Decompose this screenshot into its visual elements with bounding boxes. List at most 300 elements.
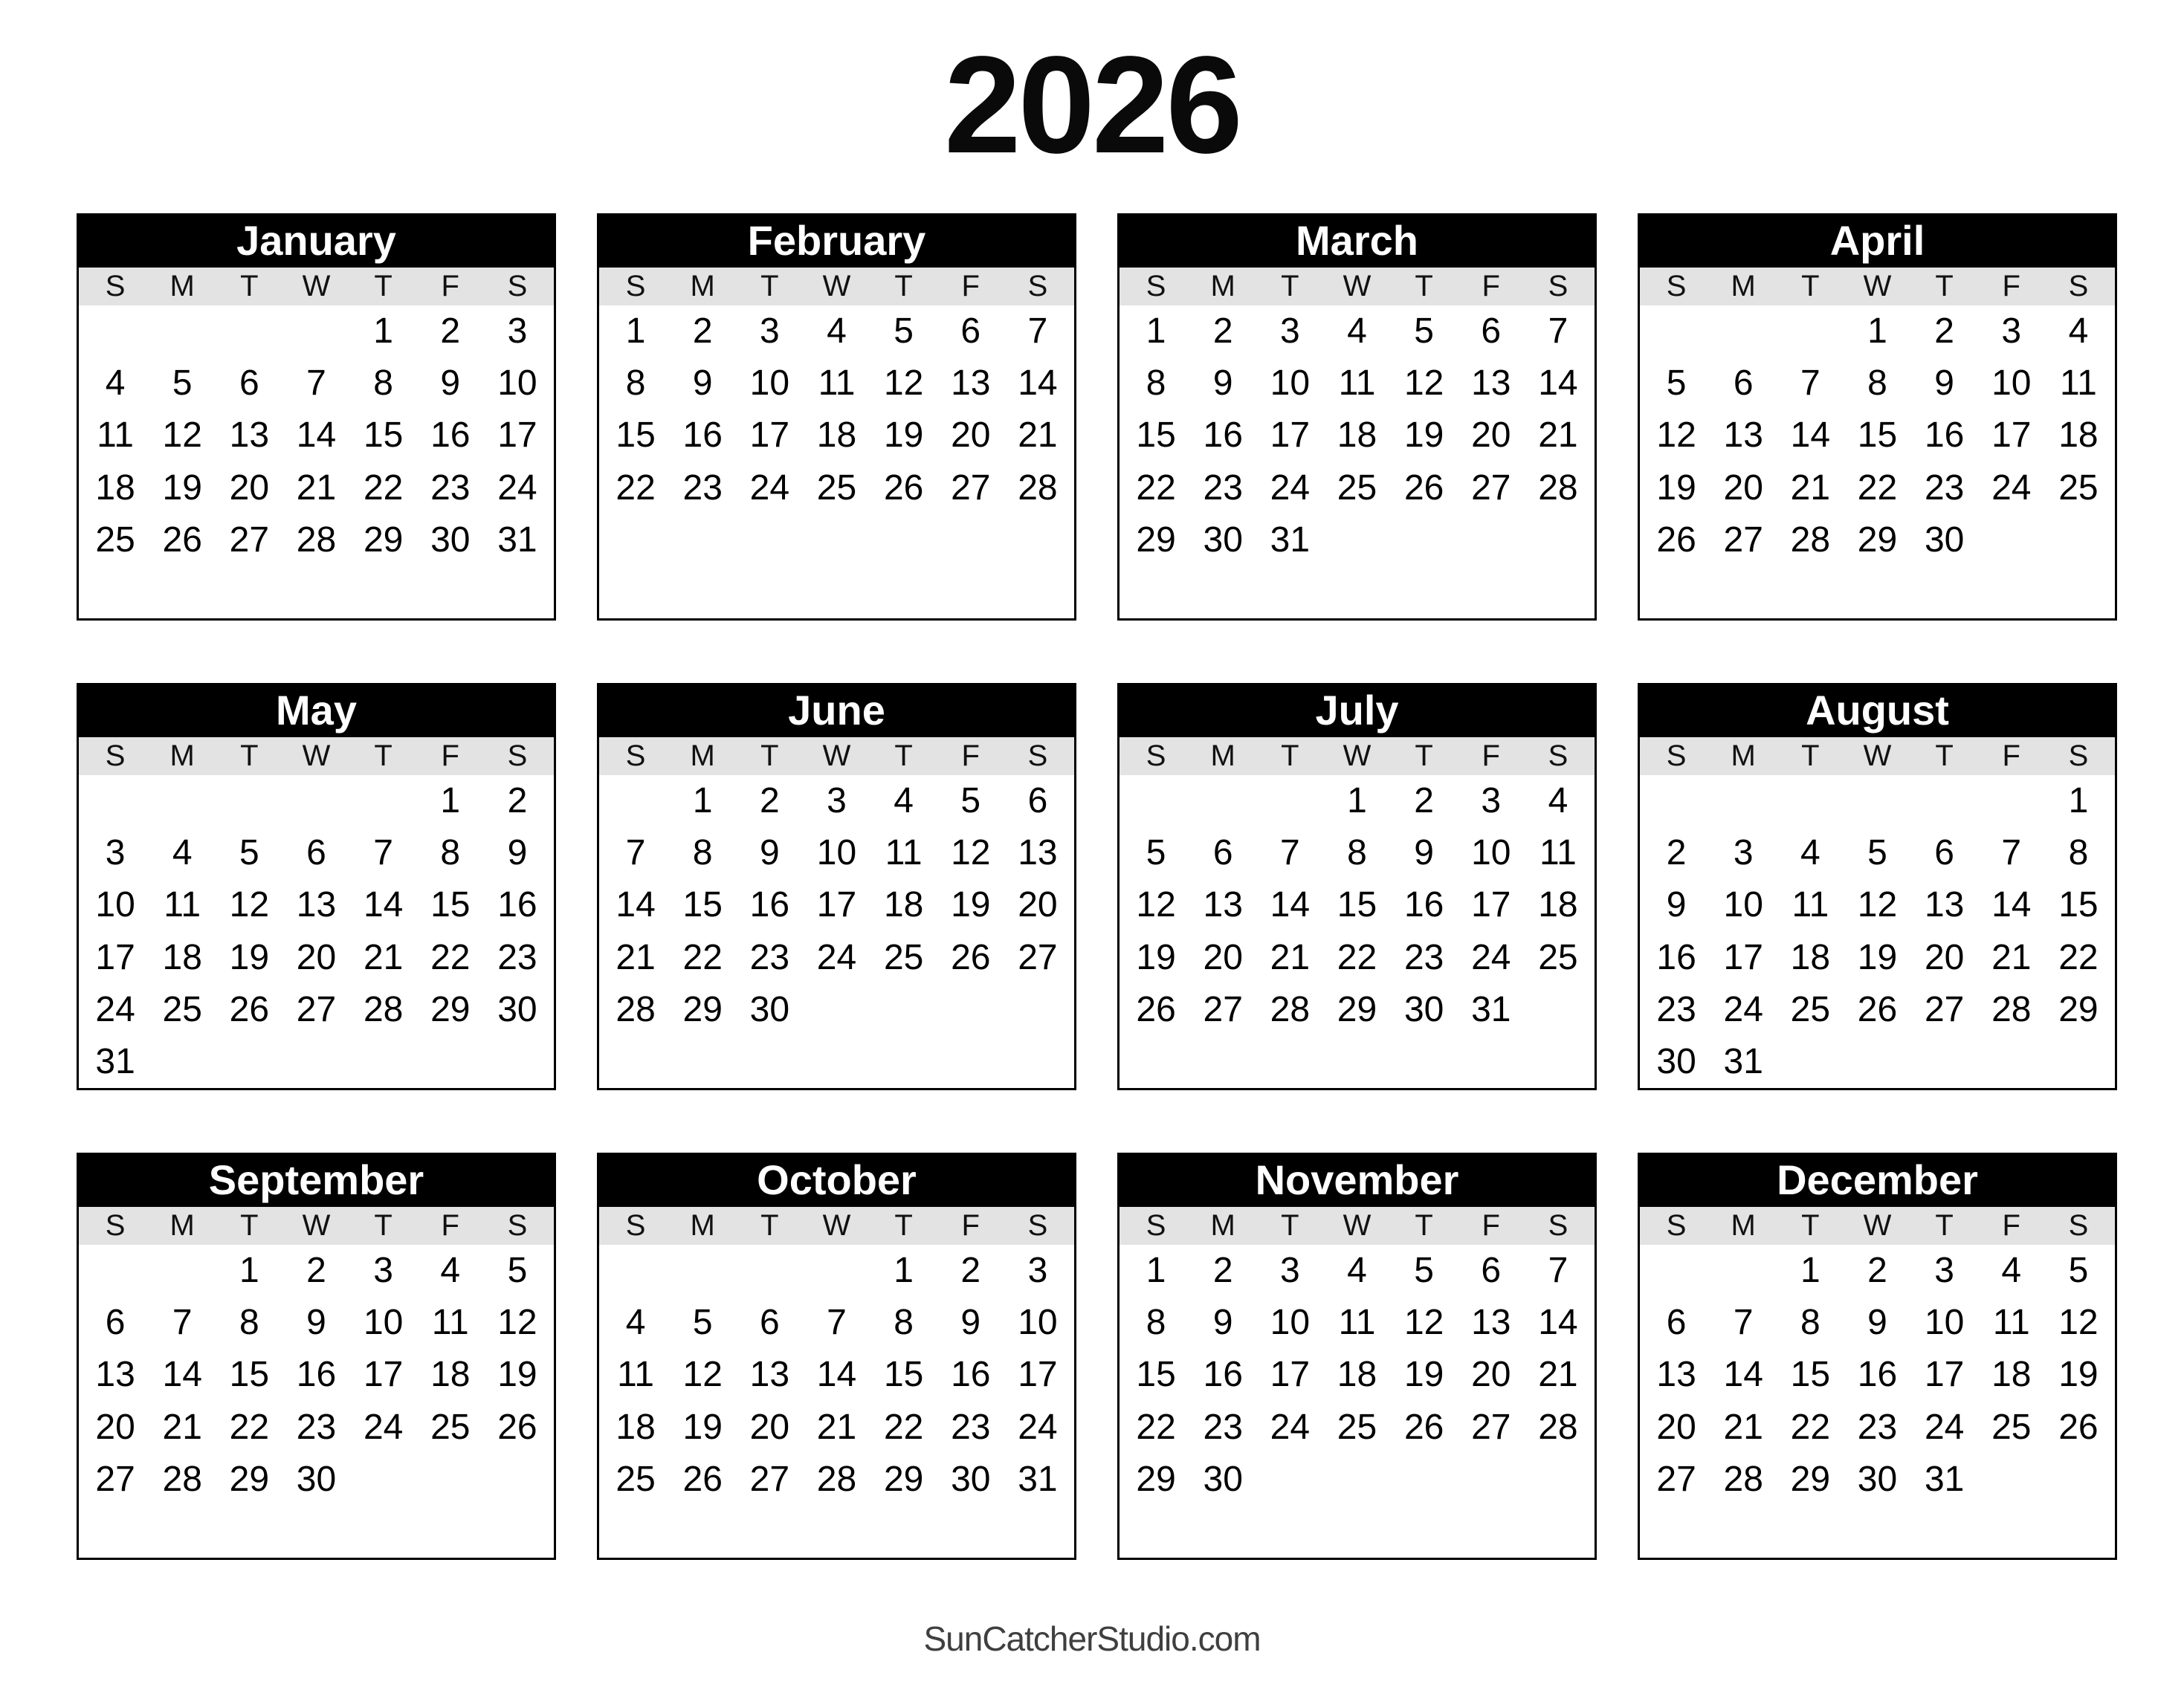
date-cell: 24	[1270, 1407, 1311, 1447]
weekday-label: F	[1482, 739, 1500, 772]
date-cell: 19	[1136, 937, 1176, 977]
date-cell: 26	[1403, 1407, 1444, 1447]
date-cell: 30	[1403, 989, 1444, 1029]
date-cell: 1	[239, 1251, 259, 1291]
date-cell: 4	[1800, 833, 1820, 873]
date-cell: 7	[306, 363, 326, 404]
weekday-label: T	[1415, 1209, 1433, 1242]
date-cell: 25	[162, 989, 202, 1029]
date-cell: 30	[951, 1459, 991, 1499]
date-grid	[599, 775, 1074, 1088]
date-cell: 24	[816, 937, 857, 977]
date-cell: 23	[497, 937, 537, 977]
month-title: March	[1120, 216, 1595, 268]
date-cell: 10	[816, 833, 857, 873]
date-cell: 8	[894, 1303, 914, 1343]
month-title: April	[1640, 216, 2115, 268]
date-cell: 15	[363, 415, 404, 456]
date-cell: 29	[1337, 989, 1377, 1029]
weekday-label: T	[1935, 1209, 1954, 1242]
date-cell: 14	[1723, 1355, 1763, 1395]
month-title: October	[599, 1155, 1074, 1207]
date-cell: 9	[507, 833, 528, 873]
weekday-label: S	[507, 1209, 528, 1242]
date-cell: 21	[1270, 937, 1311, 977]
date-cell: 18	[1538, 885, 1578, 925]
weekday-label: M	[1210, 739, 1235, 772]
date-cell: 8	[440, 833, 461, 873]
date-cell: 6	[105, 1303, 126, 1343]
date-cell: 5	[239, 833, 259, 873]
date-cell: 26	[1136, 989, 1176, 1029]
date-cell: 8	[1146, 1303, 1166, 1343]
date-cell: 19	[1857, 937, 1898, 977]
date-cell: 9	[1934, 363, 1954, 404]
year-title: 2026	[944, 27, 1240, 182]
date-cell: 23	[1857, 1407, 1898, 1447]
date-cell: 27	[1471, 467, 1511, 508]
date-cell: 26	[497, 1407, 537, 1447]
date-cell: 2	[1212, 1251, 1233, 1291]
date-cell: 2	[1414, 781, 1434, 821]
date-cell: 8	[625, 363, 646, 404]
date-cell: 7	[1548, 1251, 1568, 1291]
date-cell: 31	[95, 1041, 135, 1081]
date-cell: 21	[1538, 1355, 1578, 1395]
date-cell: 8	[1800, 1303, 1820, 1343]
month-may	[77, 683, 556, 1090]
weekday-label: M	[1731, 270, 1756, 302]
weekday-label: T	[1801, 270, 1820, 302]
weekday-header-row	[1640, 1207, 2115, 1245]
date-cell: 11	[1792, 885, 1829, 925]
month-january	[77, 213, 556, 621]
date-cell: 23	[430, 467, 471, 508]
date-cell: 19	[1403, 415, 1444, 456]
date-cell: 8	[239, 1303, 259, 1343]
date-cell: 28	[1270, 989, 1311, 1029]
date-cell: 24	[363, 1407, 404, 1447]
date-cell: 27	[1018, 937, 1058, 977]
date-cell: 31	[1924, 1459, 1965, 1499]
date-cell: 12	[1857, 885, 1898, 925]
date-cell: 23	[1203, 467, 1243, 508]
date-cell: 30	[1924, 519, 1965, 560]
month-title: February	[599, 216, 1074, 268]
weekday-label: T	[1281, 1209, 1299, 1242]
date-cell: 28	[616, 989, 656, 1029]
date-cell: 20	[229, 467, 270, 508]
date-cell: 24	[1924, 1407, 1965, 1447]
month-title: May	[79, 685, 554, 737]
date-cell: 22	[229, 1407, 270, 1447]
month-april	[1638, 213, 2117, 621]
date-cell: 8	[373, 363, 393, 404]
weekday-label: F	[441, 739, 459, 772]
date-cell: 3	[827, 781, 847, 821]
date-cell: 14	[162, 1355, 202, 1395]
date-cell: 27	[95, 1459, 135, 1499]
date-cell: 27	[1471, 1407, 1511, 1447]
date-cell: 3	[373, 1251, 393, 1291]
month-title: December	[1640, 1155, 2115, 1207]
date-cell: 5	[1666, 363, 1687, 404]
date-cell: 9	[1867, 1303, 1887, 1343]
date-cell: 13	[749, 1355, 790, 1395]
date-cell: 1	[1146, 311, 1166, 352]
date-cell: 25	[1337, 1407, 1377, 1447]
date-cell: 29	[682, 989, 723, 1029]
date-cell: 31	[1723, 1041, 1763, 1081]
date-cell: 10	[1270, 1303, 1311, 1343]
weekday-label: F	[441, 270, 459, 302]
date-cell: 31	[1018, 1459, 1058, 1499]
date-cell: 13	[229, 415, 270, 456]
date-cell: 17	[1471, 885, 1511, 925]
date-cell: 4	[1548, 781, 1568, 821]
date-cell: 21	[816, 1407, 857, 1447]
weekday-label: M	[1210, 1209, 1235, 1242]
date-cell: 11	[1338, 363, 1376, 404]
weekday-header-row	[1120, 1207, 1595, 1245]
date-cell: 25	[616, 1459, 656, 1499]
date-cell: 5	[692, 1303, 713, 1343]
weekday-label: T	[1801, 1209, 1820, 1242]
date-cell: 13	[951, 363, 991, 404]
date-cell: 12	[682, 1355, 723, 1395]
date-cell: 1	[1800, 1251, 1820, 1291]
date-cell: 4	[625, 1303, 646, 1343]
date-cell: 1	[625, 311, 646, 352]
date-cell: 15	[883, 1355, 924, 1395]
date-cell: 10	[497, 363, 537, 404]
month-june	[597, 683, 1076, 1090]
date-cell: 13	[1656, 1355, 1696, 1395]
date-cell: 16	[1924, 415, 1965, 456]
weekday-header-row	[1640, 737, 2115, 775]
date-cell: 23	[749, 937, 790, 977]
date-cell: 24	[1018, 1407, 1058, 1447]
date-cell: 12	[1403, 363, 1444, 404]
date-cell: 16	[430, 415, 471, 456]
date-cell: 16	[749, 885, 790, 925]
date-cell: 7	[1280, 833, 1300, 873]
date-cell: 14	[363, 885, 404, 925]
date-grid	[599, 305, 1074, 618]
date-cell: 26	[1857, 989, 1898, 1029]
date-cell: 20	[1471, 415, 1511, 456]
month-october	[597, 1153, 1076, 1560]
date-cell: 14	[1018, 363, 1058, 404]
weekday-label: M	[1210, 270, 1235, 302]
date-cell: 22	[616, 467, 656, 508]
months-grid	[77, 213, 2117, 1560]
date-cell: 4	[105, 363, 126, 404]
date-cell: 14	[1538, 363, 1578, 404]
date-cell: 16	[682, 415, 723, 456]
date-cell: 21	[296, 467, 337, 508]
date-cell: 27	[1203, 989, 1243, 1029]
date-cell: 27	[749, 1459, 790, 1499]
date-cell: 29	[1136, 519, 1176, 560]
month-title: January	[79, 216, 554, 268]
date-cell: 12	[2058, 1303, 2099, 1343]
date-cell: 11	[885, 833, 923, 873]
date-cell: 27	[296, 989, 337, 1029]
date-cell: 10	[749, 363, 790, 404]
date-cell: 17	[1723, 937, 1763, 977]
date-cell: 30	[1203, 1459, 1243, 1499]
weekday-label: W	[822, 739, 851, 772]
date-cell: 30	[1656, 1041, 1696, 1081]
weekday-label: T	[894, 270, 913, 302]
date-cell: 11	[431, 1303, 469, 1343]
date-cell: 15	[1857, 415, 1898, 456]
date-cell: 7	[373, 833, 393, 873]
weekday-label: M	[690, 739, 715, 772]
date-cell: 27	[951, 467, 991, 508]
date-cell: 18	[162, 937, 202, 977]
date-cell: 7	[1027, 311, 1048, 352]
date-cell: 31	[497, 519, 537, 560]
date-cell: 20	[1924, 937, 1965, 977]
date-cell: 9	[1212, 1303, 1233, 1343]
date-cell: 8	[1867, 363, 1887, 404]
date-cell: 10	[95, 885, 135, 925]
date-cell: 15	[2058, 885, 2099, 925]
date-cell: 2	[1212, 311, 1233, 352]
date-cell: 23	[296, 1407, 337, 1447]
date-cell: 18	[1790, 937, 1831, 977]
weekday-label: S	[625, 270, 646, 302]
month-title: July	[1120, 685, 1595, 737]
date-cell: 3	[1280, 1251, 1300, 1291]
date-cell: 13	[296, 885, 337, 925]
date-cell: 23	[1403, 937, 1444, 977]
date-cell: 8	[692, 833, 713, 873]
date-cell: 16	[1857, 1355, 1898, 1395]
date-cell: 6	[1481, 1251, 1502, 1291]
date-cell: 25	[1991, 1407, 2032, 1447]
month-title: August	[1640, 685, 2115, 737]
date-cell: 24	[497, 467, 537, 508]
date-cell: 21	[1790, 467, 1831, 508]
date-cell: 1	[1347, 781, 1367, 821]
date-cell: 24	[1991, 467, 2032, 508]
weekday-label: S	[1146, 1209, 1166, 1242]
date-cell: 13	[95, 1355, 135, 1395]
date-cell: 18	[95, 467, 135, 508]
date-grid	[1120, 775, 1595, 1088]
date-cell: 10	[1924, 1303, 1965, 1343]
date-cell: 9	[1414, 833, 1434, 873]
weekday-label: F	[1482, 1209, 1500, 1242]
weekday-label: S	[2068, 1209, 2089, 1242]
month-march	[1117, 213, 1597, 621]
weekday-label: F	[961, 739, 980, 772]
date-cell: 2	[440, 311, 461, 352]
weekday-label: T	[760, 1209, 779, 1242]
weekday-label: S	[105, 739, 126, 772]
date-cell: 22	[1337, 937, 1377, 977]
date-cell: 13	[1203, 885, 1243, 925]
date-cell: 19	[883, 415, 924, 456]
date-cell: 12	[1656, 415, 1696, 456]
date-cell: 24	[95, 989, 135, 1029]
date-cell: 9	[760, 833, 780, 873]
weekday-label: W	[1863, 270, 1892, 302]
date-cell: 27	[1924, 989, 1965, 1029]
date-cell: 29	[2058, 989, 2099, 1029]
date-cell: 12	[229, 885, 270, 925]
date-cell: 4	[440, 1251, 461, 1291]
weekday-header-row	[79, 1207, 554, 1245]
date-cell: 11	[1992, 1303, 2030, 1343]
date-cell: 21	[162, 1407, 202, 1447]
date-cell: 15	[1136, 1355, 1176, 1395]
date-cell: 23	[951, 1407, 991, 1447]
date-cell: 14	[296, 415, 337, 456]
weekday-label: M	[690, 270, 715, 302]
date-cell: 30	[1203, 519, 1243, 560]
date-cell: 6	[1934, 833, 1954, 873]
date-cell: 18	[616, 1407, 656, 1447]
date-cell: 13	[1723, 415, 1763, 456]
date-cell: 26	[162, 519, 202, 560]
date-cell: 19	[229, 937, 270, 977]
date-grid	[1640, 775, 2115, 1088]
date-cell: 3	[1481, 781, 1502, 821]
month-december	[1638, 1153, 2117, 1560]
date-cell: 20	[1471, 1355, 1511, 1395]
weekday-label: T	[240, 270, 259, 302]
date-cell: 29	[430, 989, 471, 1029]
date-cell: 22	[682, 937, 723, 977]
weekday-header-row	[79, 737, 554, 775]
date-cell: 11	[617, 1355, 654, 1395]
weekday-label: W	[1343, 270, 1372, 302]
weekday-label: F	[1482, 270, 1500, 302]
weekday-label: F	[961, 1209, 980, 1242]
date-grid	[1640, 1245, 2115, 1558]
date-cell: 17	[816, 885, 857, 925]
date-cell: 18	[1337, 1355, 1377, 1395]
date-cell: 20	[951, 415, 991, 456]
weekday-label: W	[302, 1209, 331, 1242]
date-cell: 21	[1991, 937, 2032, 977]
date-cell: 7	[1733, 1303, 1754, 1343]
date-cell: 30	[1857, 1459, 1898, 1499]
date-cell: 16	[1203, 1355, 1243, 1395]
date-cell: 9	[1212, 363, 1233, 404]
date-cell: 24	[1471, 937, 1511, 977]
date-cell: 29	[229, 1459, 270, 1499]
date-cell: 29	[363, 519, 404, 560]
weekday-label: M	[690, 1209, 715, 1242]
date-cell: 15	[616, 415, 656, 456]
date-cell: 5	[2068, 1251, 2089, 1291]
date-cell: 19	[682, 1407, 723, 1447]
weekday-label: T	[1281, 739, 1299, 772]
date-cell: 14	[816, 1355, 857, 1395]
date-cell: 22	[1790, 1407, 1831, 1447]
date-cell: 2	[507, 781, 528, 821]
date-cell: 21	[363, 937, 404, 977]
date-cell: 4	[1347, 1251, 1367, 1291]
weekday-label: T	[1415, 270, 1433, 302]
date-cell: 8	[1146, 363, 1166, 404]
date-cell: 23	[682, 467, 723, 508]
date-cell: 20	[1203, 937, 1243, 977]
date-cell: 9	[440, 363, 461, 404]
date-cell: 1	[894, 1251, 914, 1291]
date-cell: 14	[1538, 1303, 1578, 1343]
date-cell: 12	[497, 1303, 537, 1343]
date-cell: 13	[1471, 1303, 1511, 1343]
date-cell: 26	[682, 1459, 723, 1499]
date-cell: 28	[1991, 989, 2032, 1029]
weekday-label: W	[1343, 739, 1372, 772]
date-cell: 31	[1471, 989, 1511, 1029]
weekday-label: T	[374, 1209, 392, 1242]
date-cell: 13	[1924, 885, 1965, 925]
weekday-label: S	[1548, 270, 1568, 302]
date-cell: 28	[296, 519, 337, 560]
date-cell: 7	[827, 1303, 847, 1343]
weekday-label: S	[625, 1209, 646, 1242]
date-cell: 3	[760, 311, 780, 352]
date-cell: 25	[1538, 937, 1578, 977]
date-cell: 26	[1403, 467, 1444, 508]
weekday-label: T	[894, 739, 913, 772]
weekday-label: T	[374, 270, 392, 302]
date-cell: 18	[430, 1355, 471, 1395]
date-cell: 2	[1867, 1251, 1887, 1291]
date-cell: 28	[363, 989, 404, 1029]
weekday-label: S	[1027, 1209, 1048, 1242]
weekday-label: S	[1146, 270, 1166, 302]
date-cell: 19	[1403, 1355, 1444, 1395]
weekday-label: W	[1343, 1209, 1372, 1242]
date-cell: 17	[1991, 415, 2032, 456]
date-cell: 17	[95, 937, 135, 977]
weekday-label: T	[1801, 739, 1820, 772]
date-cell: 7	[625, 833, 646, 873]
date-cell: 17	[1924, 1355, 1965, 1395]
date-cell: 18	[816, 415, 857, 456]
month-title: June	[599, 685, 1074, 737]
date-cell: 9	[960, 1303, 981, 1343]
date-cell: 5	[1867, 833, 1887, 873]
date-cell: 5	[960, 781, 981, 821]
weekday-label: M	[1731, 1209, 1756, 1242]
date-cell: 22	[1136, 1407, 1176, 1447]
month-november	[1117, 1153, 1597, 1560]
date-cell: 25	[1790, 989, 1831, 1029]
date-cell: 14	[1991, 885, 2032, 925]
weekday-label: T	[1415, 739, 1433, 772]
weekday-label: M	[169, 1209, 195, 1242]
date-cell: 29	[1790, 1459, 1831, 1499]
date-grid	[1120, 305, 1595, 618]
weekday-label: S	[1027, 270, 1048, 302]
date-cell: 1	[692, 781, 713, 821]
date-cell: 4	[2001, 1251, 2022, 1291]
date-cell: 5	[894, 311, 914, 352]
date-cell: 10	[363, 1303, 404, 1343]
date-cell: 21	[616, 937, 656, 977]
weekday-label: S	[105, 1209, 126, 1242]
